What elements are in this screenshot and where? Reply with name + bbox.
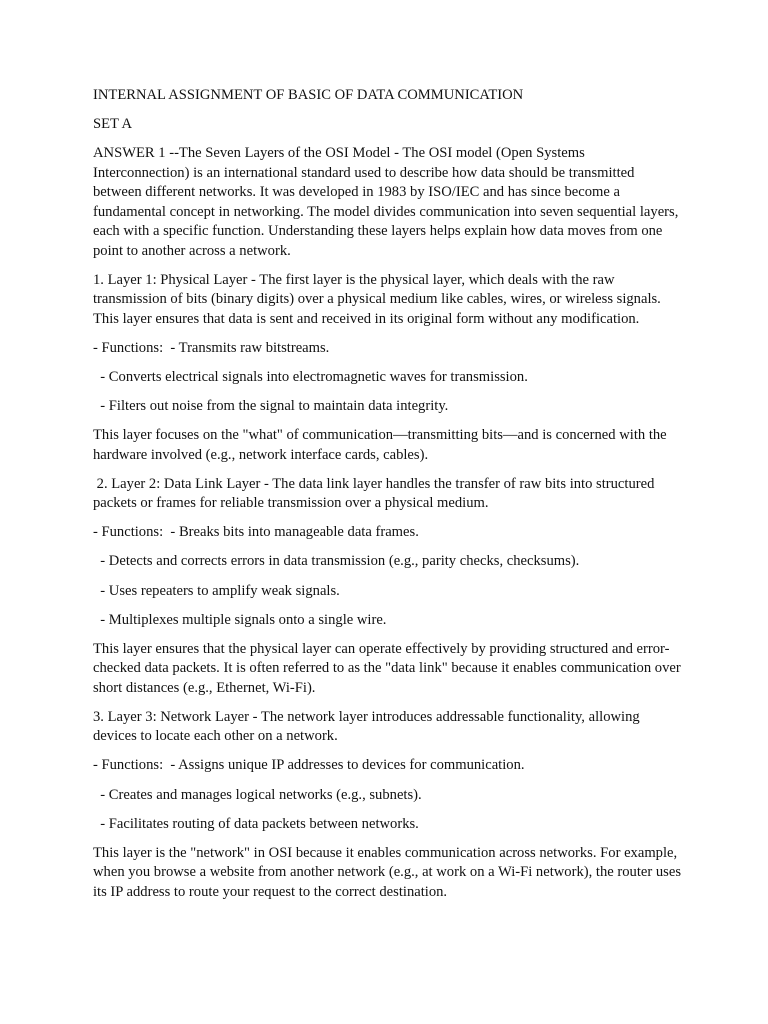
layer2-function-2: - Detects and corrects errors in data transmission (e.g., parity checks, checksums). — [93, 553, 580, 570]
layer3-summary: This layer is the "network" in OSI because it enables communication across networks. For example, when you browse a website from another network (e.g., at work on a Wi-Fi network), the router uses its IP address to route your request to the correct destination. — [93, 844, 685, 900]
layer2-paragraph: 2. Layer 2: Data Link Layer - The data link layer handles the transfer of raw bits into structured packets or frames for reliable transmission over a physical medium. — [93, 475, 659, 512]
layer3-paragraph: 3. Layer 3: Network Layer - The network layer introduces addressable functionality, allowing devices to locate each other on a network. — [93, 708, 644, 745]
document-title: INTERNAL ASSIGNMENT OF BASIC OF DATA COMMUNICATION — [93, 87, 524, 103]
layer1-function-1: - Functions: - Transmits raw bitstreams. — [93, 339, 330, 356]
layer3-function-1: - Functions: - Assigns unique IP addresses to devices for communication. — [93, 757, 525, 774]
layer3-function-3: - Facilitates routing of data packets between networks. — [93, 815, 419, 832]
document-page — [93, 86, 683, 912]
layer2-function-3: - Uses repeaters to amplify weak signals. — [93, 582, 340, 599]
answer-intro-paragraph: ANSWER 1 --The Seven Layers of the OSI Model - The OSI model (Open Systems Interconnection) is an international standard used to describe how data should be transmitted between different networks. It was developed in 1983 by ISO/IEC and has since become a fundamental concept in networking. The model divides communication into seven sequential layers, each with a specific function. Understanding these layers helps explain how data moves from one point to another across a network. — [93, 145, 683, 259]
layer2-function-1: - Functions: - Breaks bits into manageable data frames. — [93, 524, 419, 541]
layer1-function-2: - Converts electrical signals into electromagnetic waves for transmission. — [93, 368, 528, 385]
layer2-summary: This layer ensures that the physical layer can operate effectively by providing structured and error-checked data packets. It is often referred to as the "data link" because it enables communication over short distances (e.g., Ethernet, Wi-Fi). — [93, 640, 685, 696]
layer1-summary: This layer focuses on the "what" of communication—transmitting bits—and is concerned with the hardware involved (e.g., network interface cards, cables). — [93, 427, 671, 463]
layer2-function-4: - Multiplexes multiple signals onto a single wire. — [93, 611, 387, 628]
layer1-paragraph: 1. Layer 1: Physical Layer - The first layer is the physical layer, which deals with the raw transmission of bits (binary digits) over a physical medium like cables, wires, or wireless signals. This layer ensures that data is sent and received in its original form without any modification. — [93, 271, 665, 327]
set-label: SET A — [93, 116, 133, 133]
layer1-function-3: - Filters out noise from the signal to maintain data integrity. — [93, 398, 449, 415]
layer3-function-2: - Creates and manages logical networks (e.g., subnets). — [93, 786, 422, 803]
